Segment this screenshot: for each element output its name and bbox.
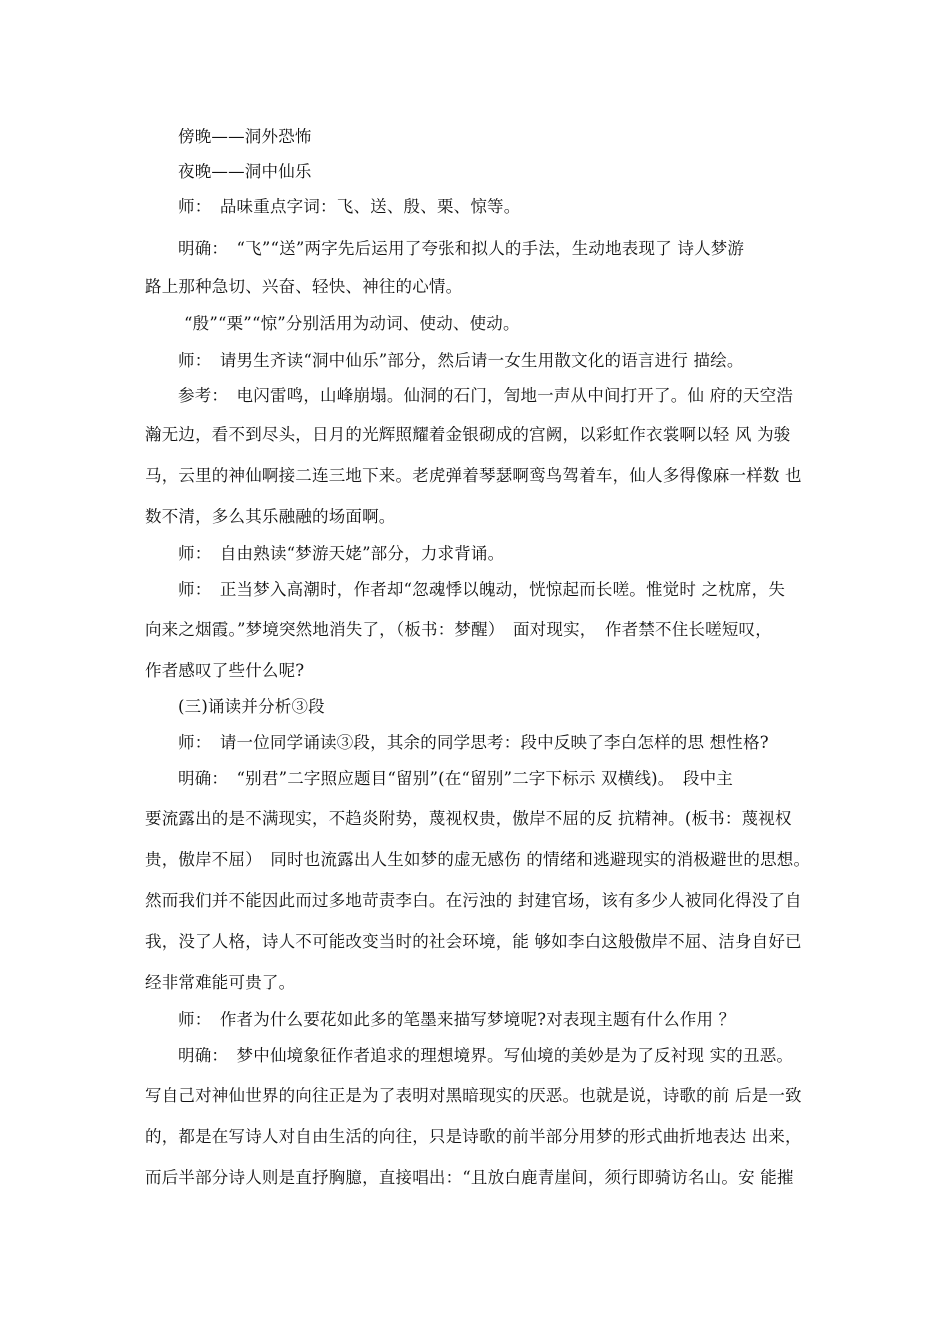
teacher-line-why-dream: 师： 作者为什么要花如此多的笔墨来描写梦境呢?对表现主题有什么作用 ？ bbox=[178, 1010, 736, 1029]
outline-line-dusk: 傍晚——洞外恐怖 bbox=[178, 127, 312, 146]
answer-para3-line-1: 明确： “别君”二字照应题目“留别”(在“留别”二字下标示 双横线)。 段中主 bbox=[178, 769, 734, 788]
section-heading-3: (三)诵读并分析③段 bbox=[178, 697, 325, 716]
answer-dream-line-2: 写自己对神仙世界的向往正是为了表明对黑暗现实的厌恶。也就是说，诗歌的前 后是一致 bbox=[145, 1086, 802, 1105]
answer-line-2: 路上那种急切、兴奋、轻快、神往的心情。 bbox=[145, 277, 463, 296]
reference-line-1: 参考： 电闪雷鸣，山峰崩塌。仙洞的石门，訇地一声从中间打开了。仙 府的天空浩 bbox=[178, 386, 794, 405]
teacher-line-reading: 师： 请男生齐读“洞中仙乐”部分，然后请一女生用散文化的语言进行 描绘。 bbox=[178, 351, 744, 370]
answer-para3-line-2: 要流露出的是不满现实，不趋炎附势，蔑视权贵，傲岸不屈的反 抗精神。(板书：蔑视权 bbox=[145, 809, 792, 828]
teacher-line-dream-3: 作者感叹了些什么呢? bbox=[145, 661, 305, 680]
answer-dream-line-3: 的，都是在写诗人对自由生活的向往，只是诗歌的前半部分用梦的形式曲折地表达 出来， bbox=[145, 1127, 802, 1146]
teacher-line-dream-1: 师： 正当梦入高潮时，作者却“忽魂悸以魄动，恍惊起而长嗟。惟觉时 之枕席，失 bbox=[178, 580, 786, 599]
teacher-line-recite: 师： 自由熟读“梦游天姥”部分，力求背诵。 bbox=[178, 544, 505, 563]
teacher-line-keywords: 师： 品味重点字词：飞、送、殷、栗、惊等。 bbox=[178, 197, 521, 216]
teacher-line-dream-2: 向来之烟霞。”梦境突然地消失了，（板书：梦醒） 面对现实， 作者禁不住长嗟短叹， bbox=[145, 620, 772, 639]
usage-line: “殷”“栗”“惊”分别活用为动词、使动、使动。 bbox=[184, 314, 520, 333]
reference-line-2: 瀚无边，看不到尽头，日月的光辉照耀着金银砌成的宫阙，以彩虹作衣裳啊以轻 风 为骏 bbox=[145, 425, 791, 444]
answer-dream-line-4: 而后半部分诗人则是直抒胸臆，直接唱出：“且放白鹿青崖间，须行即骑访名山。安 能摧 bbox=[145, 1168, 794, 1187]
answer-line-1: 明确： “飞”“送”两字先后运用了夸张和拟人的手法，生动地表现了 诗人梦游 bbox=[178, 239, 745, 258]
reference-line-4: 数不清，多么其乐融融的场面啊。 bbox=[145, 507, 396, 526]
answer-para3-line-5: 我，没了人格，诗人不可能改变当时的社会环境，能 够如李白这般傲岸不屈、洁身自好已 bbox=[145, 932, 802, 951]
answer-dream-line-1: 明确： 梦中仙境象征作者追求的理想境界。写仙境的美妙是为了反衬现 实的丑恶。 bbox=[178, 1046, 794, 1065]
answer-para3-line-6: 经非常难能可贵了。 bbox=[145, 973, 296, 992]
answer-para3-line-3: 贵，傲岸不屈） 同时也流露出人生如梦的虚无感伤 的情绪和逃避现实的消极避世的思想。 bbox=[145, 850, 811, 869]
answer-para3-line-4: 然而我们并不能因此而过多地苛责李白。在污浊的 封建官场，该有多少人被同化得没了自 bbox=[145, 891, 802, 910]
outline-line-night: 夜晚——洞中仙乐 bbox=[178, 162, 312, 181]
reference-line-3: 马，云里的神仙啊接二连三地下来。老虎弹着琴瑟啊鸾鸟驾着车，仙人多得像麻一样数 也 bbox=[145, 466, 802, 485]
teacher-line-para3: 师： 请一位同学诵读③段，其余的同学思考：段中反映了李白怎样的思 想性格? bbox=[178, 733, 769, 752]
